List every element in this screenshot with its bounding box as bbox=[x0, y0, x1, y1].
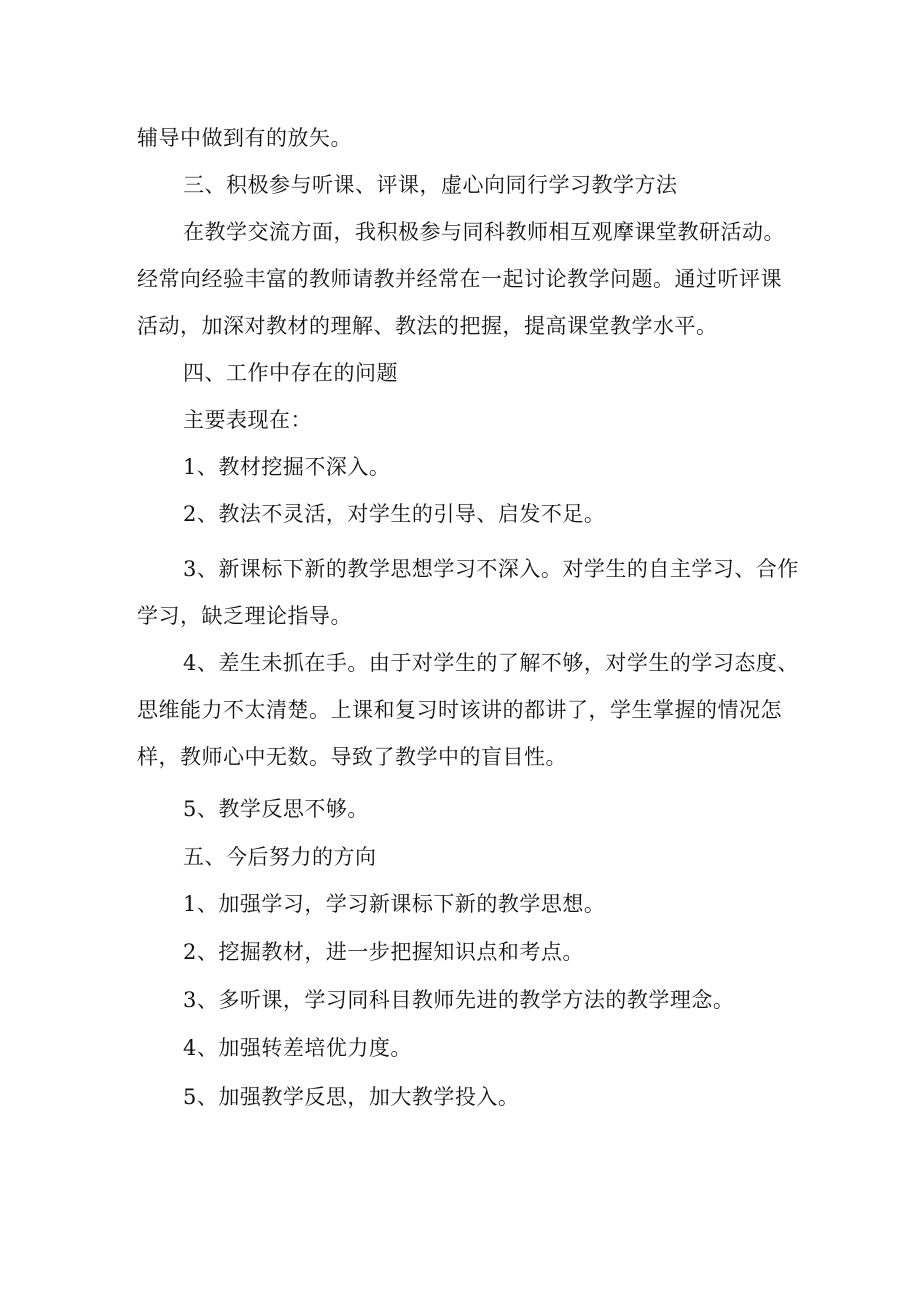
paragraph-line: 主要表现在： bbox=[183, 408, 312, 432]
list-item: 4、差生未抓在手。由于对学生的了解不够，对学生的学习态度、 bbox=[183, 651, 799, 675]
list-item: 3、多听课，学习同科目教师先进的教学方法的教学理念。 bbox=[183, 988, 735, 1012]
paragraph-line: 辅导中做到有的放矢。 bbox=[137, 126, 352, 150]
paragraph-line: 经常向经验丰富的教师请教并经常在一起讨论教学问题。通过听评课 bbox=[137, 267, 782, 291]
list-item: 2、挖掘教材，进一步把握知识点和考点。 bbox=[183, 940, 584, 964]
list-item: 4、加强转差培优力度。 bbox=[183, 1036, 412, 1060]
paragraph-line: 思维能力不太清楚。上课和复习时该讲的都讲了，学生掌握的情况怎 bbox=[137, 698, 782, 722]
section-heading-4: 四、工作中存在的问题 bbox=[183, 361, 398, 385]
section-heading-3: 三、积极参与听课、评课，虚心向同行学习教学方法 bbox=[183, 173, 678, 197]
paragraph-line: 在教学交流方面，我积极参与同科教师相互观摩课堂教研活动。 bbox=[183, 220, 785, 244]
list-item: 1、加强学习，学习新课标下新的教学思想。 bbox=[183, 892, 606, 916]
list-item: 5、教学反思不够。 bbox=[183, 797, 369, 821]
paragraph-line: 样，教师心中无数。导致了教学中的盲目性。 bbox=[137, 745, 567, 769]
list-item: 2、教法不灵活，对学生的引导、启发不足。 bbox=[183, 502, 606, 526]
list-item: 3、新课标下新的教学思想学习不深入。对学生的自主学习、合作 bbox=[183, 557, 799, 581]
paragraph-line: 活动，加深对教材的理解、教法的把握，提高课堂教学水平。 bbox=[137, 314, 718, 338]
list-item: 1、教材挖掘不深入。 bbox=[183, 455, 391, 479]
paragraph-line: 学习，缺乏理论指导。 bbox=[137, 604, 352, 628]
section-heading-5: 五、今后努力的方向 bbox=[183, 845, 377, 869]
list-item: 5、加强教学反思，加大教学投入。 bbox=[183, 1085, 520, 1109]
